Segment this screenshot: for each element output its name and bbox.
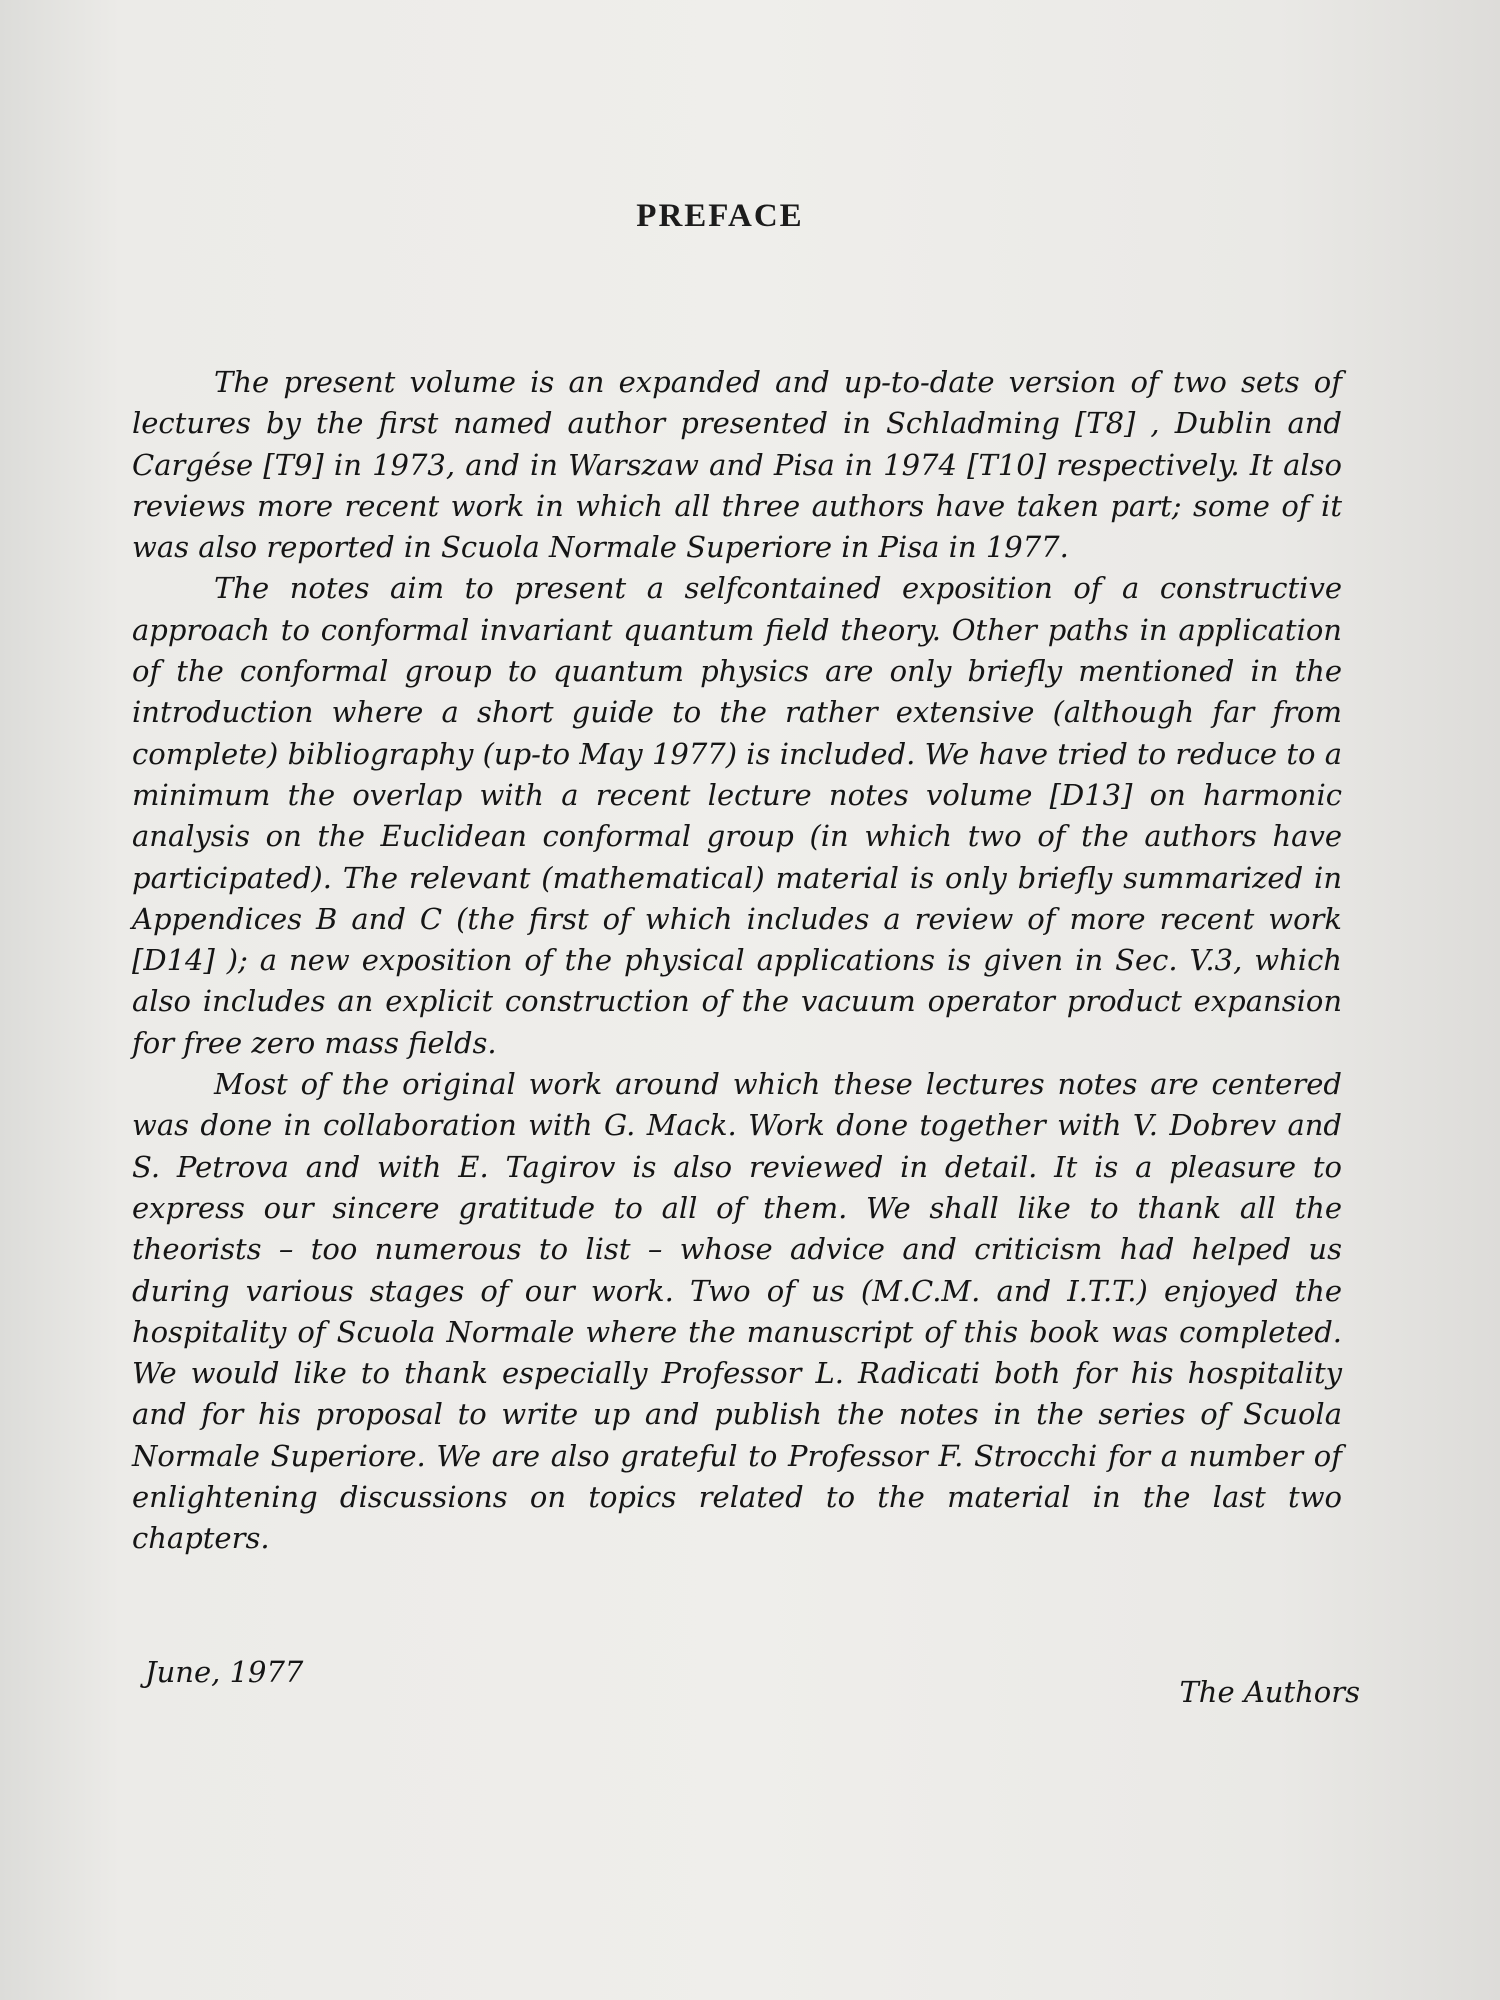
paragraph-2: The notes aim to present a selfcontained exposition of a constructive approach to conformal invariant quantum field theory. Other paths in application of the conformal group to quantum physics are only briefly mentioned in the introduction where a short guide to the rather extensive (although far from complete) bibliography (up-to May 1977) is included. We have tried to reduce to a minimum the overlap with a recent lecture notes volume [D13] on harmonic analysis on the Euclidean conformal group (in which two of the authors have participated). The relevant (mathematical) material is only briefly summarized in Appendices B and C (the first of which includes a review of more recent work [D14] ); a new exposition of the physical applications is given in Sec. V.3, which also includes an explicit construction of the vacuum operator product expansion for free zero mass fields. xyxy=(132,571,1342,1060)
preface-signature: The Authors xyxy=(1179,1675,1360,1709)
page-title: PREFACE xyxy=(636,198,804,234)
preface-body xyxy=(132,362,1342,1560)
paragraph-3: Most of the original work around which these lectures notes are centered was done in collaboration with G. Mack. Work done together with V. Dobrev and S. Petrova and with E. Tagirov is also reviewed in detail. It is a pleasure to express our sincere gratitude to all of them. We shall like to thank all the theorists – too numerous to list – whose advice and criticism had helped us during various stages of our work. Two of us (M.C.M. and I.T.T.) enjoyed the hospitality of Scuola Normale where the manuscript of this book was completed. We would like to thank especially Professor L. Radicati both for his hospitality and for his proposal to write up and publish the notes in the series of Scuola Normale Superiore. We are also grateful to Professor F. Strocchi for a number of enlightening discussions on topics related to the material in the last two chapters. xyxy=(132,1067,1342,1556)
paragraph-1: The present volume is an expanded and up-to-date version of two sets of lectures by the first named author presented in Schladming [T8] , Dublin and Cargése [T9] in 1973, and in Warszaw and Pisa in 1974 [T10] respectively. It also reviews more recent work in which all three authors have taken part; some of it was also reported in Scuola Normale Superiore in Pisa in 1977. xyxy=(132,365,1342,565)
preface-date: June, 1977 xyxy=(145,1655,304,1689)
